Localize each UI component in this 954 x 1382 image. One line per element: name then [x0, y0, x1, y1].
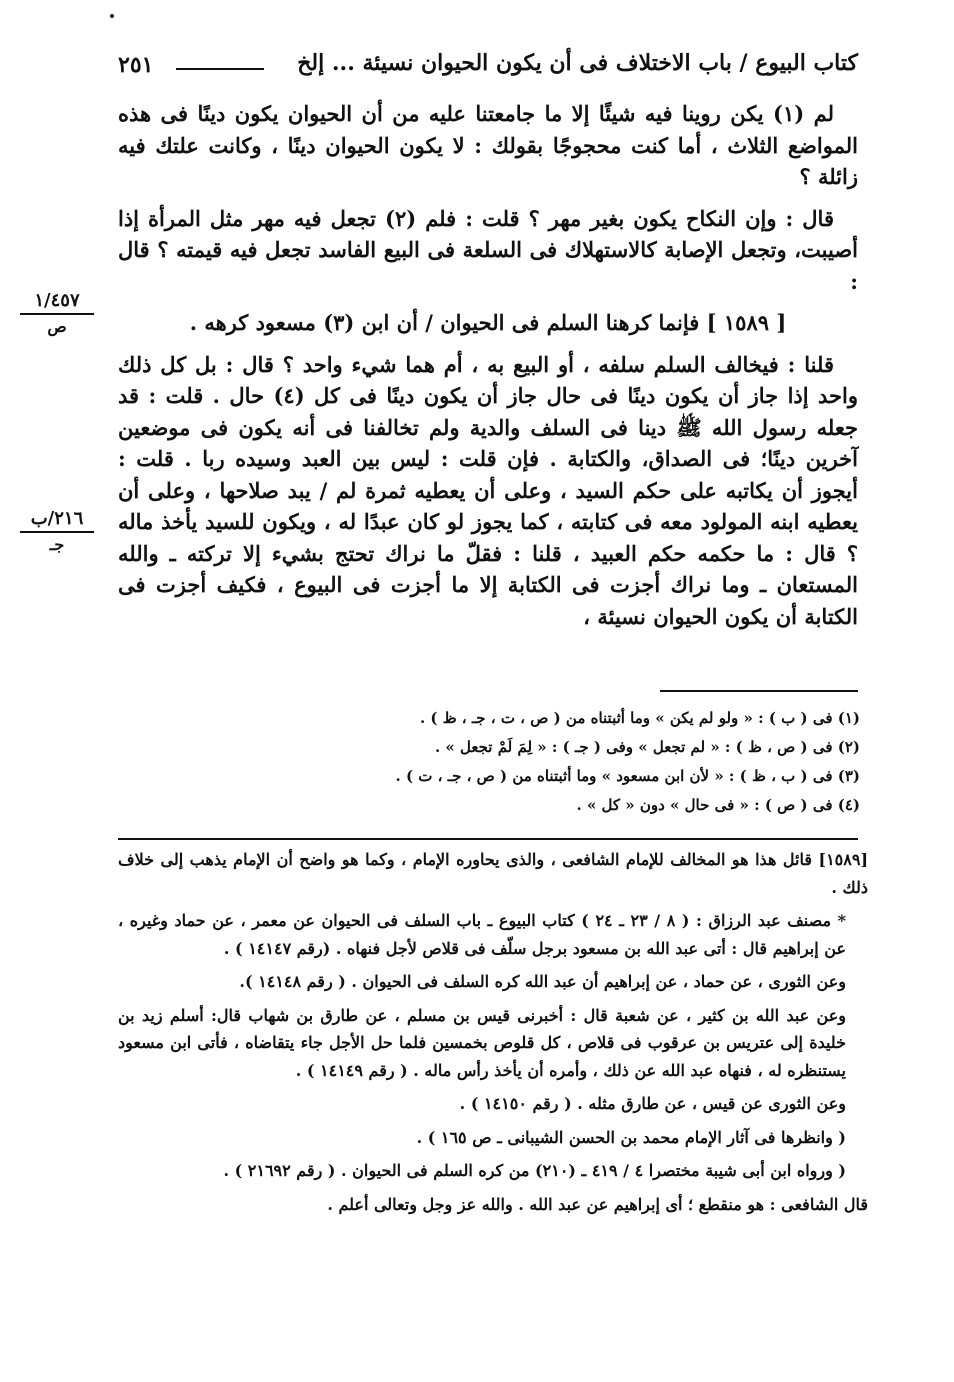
commentary-paragraph: ( وانظرها فى آثار الإمام محمد بن الحسن الشيبانى ـ ص ١٦٥ ) .	[416, 1127, 846, 1147]
footnote: (٣) فى ( ب ، ظ ) : « لأن ابن مسعود » وما أثبتناه من ( ص ، جـ ، ت ) .	[395, 767, 860, 785]
commentary-paragraph: * مصنف عبد الرزاق : ( ٨ / ٢٣ ـ ٢٤ ) كتاب البيوع ـ باب السلف فى الحيوان عن معمر ، عن حماد وغيره ، عن إبراهيم قال : أتى عبد الله بن مسعود برجل سلّف فى قلاص لأجل فنهاه . (رقم ١٤١٤٧ ) .	[118, 911, 847, 958]
margin-note-folio: ٢١٦/ب	[20, 508, 94, 533]
ink-speck	[110, 14, 114, 18]
footnote-divider	[660, 690, 858, 692]
running-header	[118, 50, 858, 84]
commentary-divider	[118, 838, 858, 840]
margin-note-siglum: ص	[47, 317, 67, 336]
footnote: (٢) فى ( ص ، ظ ) : « لم تجعل » وفى ( جـ ) : « لِمَ لَمْ تجعل » .	[434, 738, 860, 756]
commentary-paragraph: وعن عبد الله بن كثير ، عن شعبة قال : أخبرنى قيس بن مسلم ، عن طارق بن شهاب قال: أسلم زيد بن خليدة إلى عتريس بن عرقوب فى قلاص ، كل قلوص بخمسين فلما حل الأجل جاء يتقاضاه ، فأتى ابن مسعود يستنظره له ، فنهاه عبد الله عن ذلك ، وأمره أن يأخذ رأس ماله . ( رقم ١٤١٤٩ ) .	[118, 1005, 847, 1080]
header-rule	[176, 68, 264, 70]
main-text	[118, 98, 858, 642]
body-paragraph: لم (١) يكن روينا فيه شيئًا إلا ما جامعتنا عليه من أن الحيوان يكون دينًا فى هذه المواضع الثلاث ، أما كنت محجوجًا بقولك : لا يكون الحيوان دينًا ، وكانت علتك فيه زائلة ؟	[118, 101, 858, 189]
footnote: (١) فى ( ب ) : « ولو لم يكن » وما أثبتناه من ( ص ، ت ، جـ ، ظ ) .	[419, 709, 860, 727]
commentary-paragraph: قال الشافعى : هو منقطع ؛ أى إبراهيم عن عبد الله . والله عز وجل وتعالى أعلم .	[327, 1194, 868, 1214]
commentary-paragraph: [١٥٨٩] قائل هذا هو المخالف للإمام الشافعى ، والذى يحاوره الإمام ، وكما هو واضح أن الإمام يذهب إلى خلاف ذلك .	[118, 850, 869, 897]
commentary	[118, 846, 868, 1224]
page-number: ٢٥١	[118, 52, 154, 78]
commentary-paragraph: وعن الثورى ، عن حماد ، عن إبراهيم أن عبد الله كره السلف فى الحيوان . ( رقم ١٤١٤٨ ).	[239, 972, 846, 991]
margin-note-manuscript-ref	[20, 290, 94, 336]
margin-note-siglum: جـ	[49, 535, 65, 554]
footnote: (٤) فى ( ص ) : « فى حال » دون « كل » .	[576, 796, 860, 814]
body-paragraph: قال : وإن النكاح يكون بغير مهر ؟ قلت : فلم (٢) تجعل فيه مهر مثل المرأة إذا أصيبت، وتجعل الإصابة كالاستهلاك فى السلعة فى البيع الفاسد تجعل فيه قيمته ؟ قال :	[118, 205, 858, 294]
margin-note-manuscript-ref	[20, 508, 94, 554]
header-title: كتاب البيوع / باب الاختلاف فى أن يكون الحيوان نسيئة ... إلخ	[297, 50, 858, 76]
body-paragraph: قلنا : فيخالف السلم سلفه ، أو البيع به ، أم هما شيء واحد ؟ قال : بل كل ذلك واحد إذا جاز أن يكون دينًا فى حال جاز أن يكون دينًا فى كل (٤) حال . قلت : قد جعله رسول الله ﷺ دينا فى السلف والدية ولم تخالفنا فى أنه يكون فى موضعين آخرين دينًا؛ فى الصداق، والكتابة . فإن قلت : ليس بين العبد وسيده ربا . قلت : أيجوز أن يكاتبه على حكم السيد ، وعلى أن يعطيه ثمرة لم / يبد صلاحها ، وعلى أن يعطيه ابنه المولود معه فى كتابته ، كما يجوز لو كان عبدًا له ، ويكون للسيد يأخذ ماله ؟ قال : ما حكمه حكم العبيد ، قلنا : فقلّ ما نراك تحتج بشيء إلا تركته ـ والله المستعان ـ وما نراك أجزت فى الكتابة إلا ما أجزت فى البيوع ، فكيف أجزت فى الكتابة أن يكون الحيوان نسيئة ،	[118, 351, 858, 629]
margin-note-folio: ١/٤٥٧	[20, 290, 94, 315]
commentary-paragraph: ( ورواه ابن أبى شيبة مختصرا ٤ / ٤١٩ ـ (٢١٠) من كره السلم فى الحيوان . ( رقم ٢١٦٩٢ ) .	[223, 1161, 846, 1180]
footnotes	[160, 704, 860, 820]
commentary-paragraph: وعن الثورى عن قيس ، عن طارق مثله . ( رقم ١٤١٥٠ ) .	[459, 1094, 846, 1113]
body-paragraph: [ ١٥٨٩ ] فإنما كرهنا السلم فى الحيوان / أن ابن (٣) مسعود كرهه .	[189, 310, 787, 335]
